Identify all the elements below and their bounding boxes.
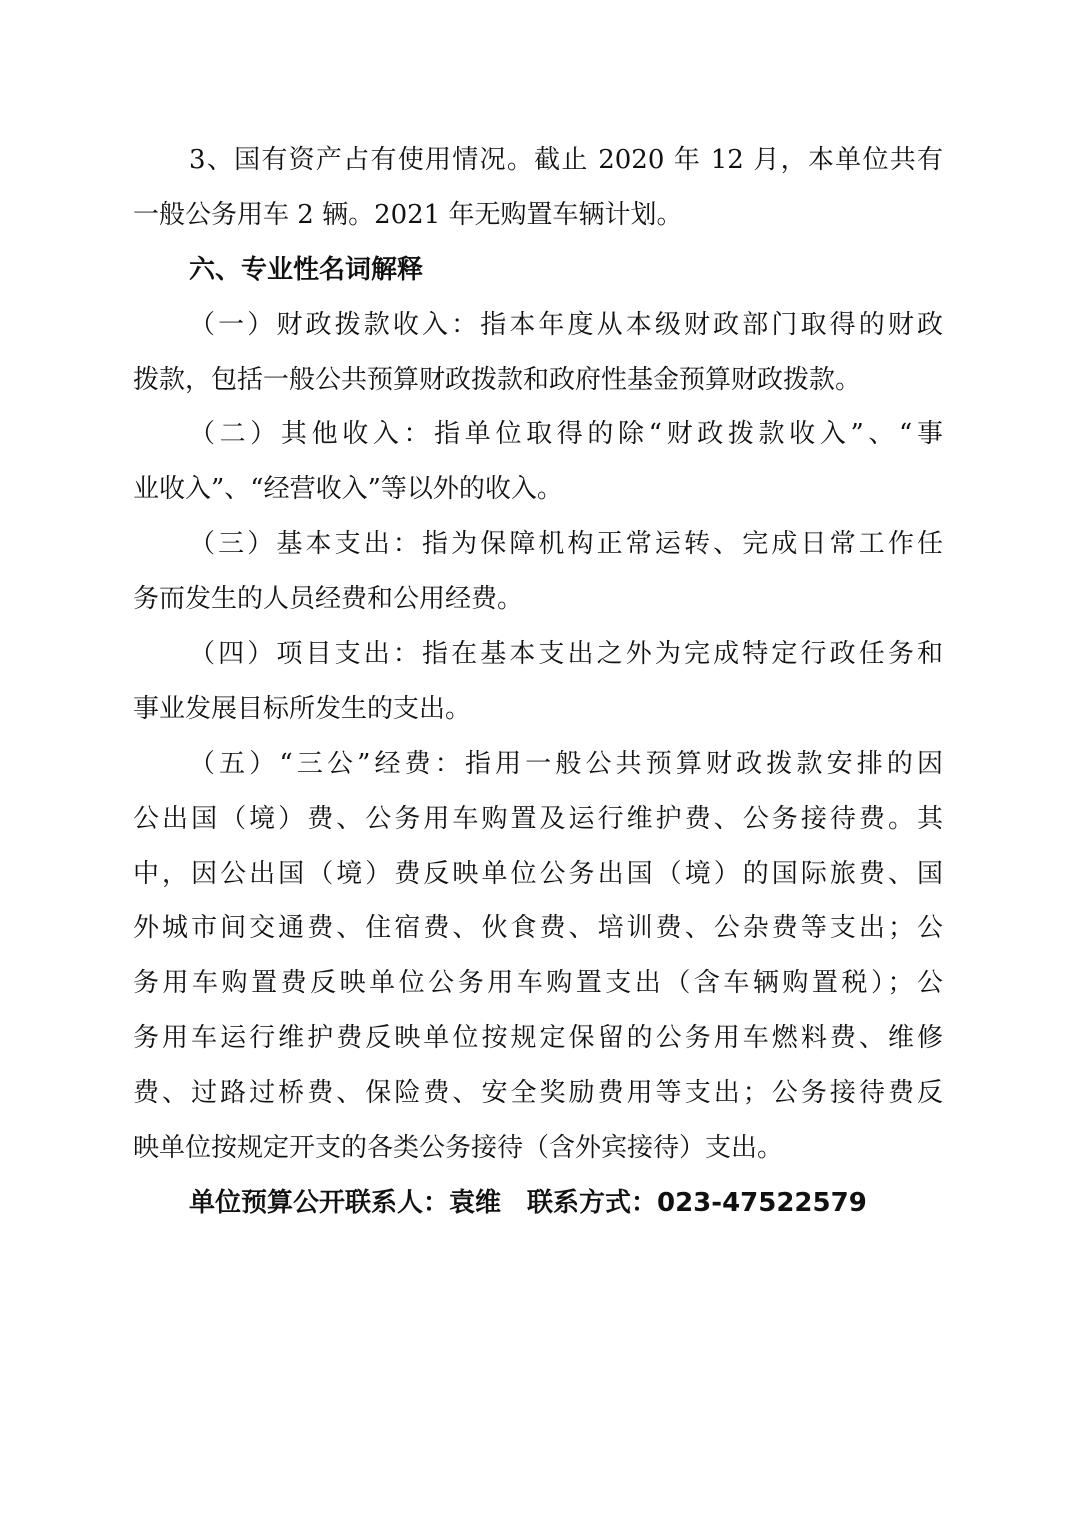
paragraph bbox=[133, 627, 943, 737]
document-page bbox=[133, 133, 943, 1231]
section-heading bbox=[133, 243, 943, 298]
text-line: 务用车购置费反映单位公务用车购置支出（含车辆购置税）；公 bbox=[133, 968, 943, 999]
paragraph bbox=[133, 407, 943, 517]
paragraph bbox=[133, 298, 943, 408]
text-line: 外城市间交通费、住宿费、伙食费、培训费、公杂费等支出；公 bbox=[133, 913, 943, 944]
text-line: （二）其他收入：指单位取得的除“财政拨款收入”、“事 bbox=[189, 419, 943, 450]
text-line: 六、专业性名词解释 bbox=[189, 254, 424, 285]
text-line: 一般公务用车 2 辆。2021 年无购置车辆计划。 bbox=[133, 199, 683, 230]
text-line: （五）“三公”经费：指用一般公共预算财政拨款安排的因 bbox=[189, 748, 943, 779]
text-line: 中，因公出国（境）费反映单位公务出国（境）的国际旅费、国 bbox=[133, 858, 943, 889]
paragraph bbox=[133, 517, 943, 627]
text-line: 事业发展目标所发生的支出。 bbox=[133, 693, 472, 724]
text-line: 公出国（境）费、公务用车购置及运行维护费、公务接待费。其 bbox=[133, 803, 943, 834]
text-line: 务用车运行维护费反映单位按规定保留的公务用车燃料费、维修 bbox=[133, 1023, 943, 1054]
text-line: 拨款，包括一般公共预算财政拨款和政府性基金预算财政拨款。 bbox=[133, 364, 862, 395]
paragraph bbox=[133, 737, 943, 1176]
text-line: 3、国有资产占有使用情况。截止 2020 年 12 月，本单位共有 bbox=[189, 145, 943, 175]
paragraph bbox=[133, 133, 943, 243]
text-line: 单位预算公开联系人：袁维 联系方式：023-47522579 bbox=[189, 1187, 867, 1218]
text-line: 业收入”、“经营收入”等以外的收入。 bbox=[133, 474, 563, 505]
text-line: （三）基本支出：指为保障机构正常运转、完成日常工作任 bbox=[189, 529, 943, 560]
text-line: （一）财政拨款收入：指本年度从本级财政部门取得的财政 bbox=[189, 309, 943, 340]
text-line: 费、过路过桥费、保险费、安全奖励费用等支出；公务接待费反 bbox=[133, 1078, 943, 1109]
text-line: 映单位按规定开支的各类公务接待（含外宾接待）支出。 bbox=[133, 1133, 784, 1164]
text-line: （四）项目支出：指在基本支出之外为完成特定行政任务和 bbox=[189, 639, 943, 670]
section-heading bbox=[133, 1176, 943, 1231]
text-line: 务而发生的人员经费和公用经费。 bbox=[133, 584, 524, 615]
